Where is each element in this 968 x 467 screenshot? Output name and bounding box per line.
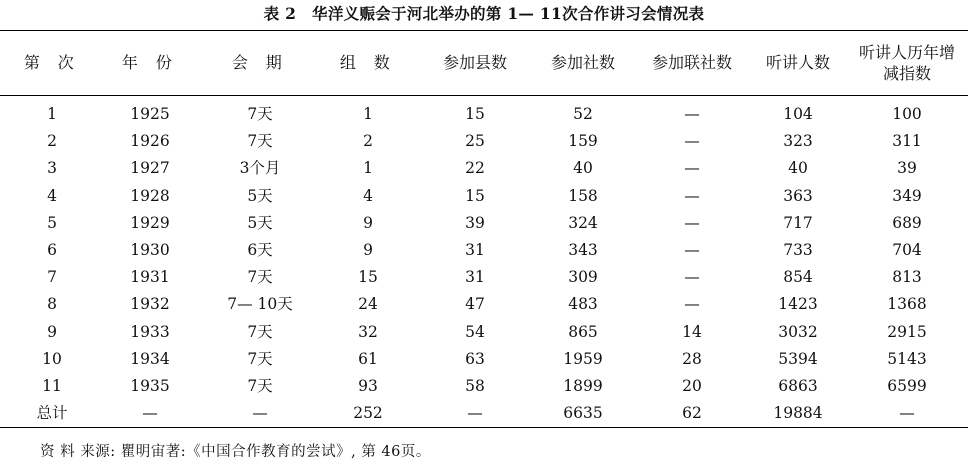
cell-duration: 7天	[247, 132, 273, 151]
cell-counties: 58	[465, 377, 485, 395]
cell-groups: 2	[363, 132, 373, 151]
cell-groups: 93	[358, 377, 378, 395]
table-row	[0, 210, 968, 237]
cell-duration: 5天	[247, 213, 273, 232]
cell-year: 1928	[130, 186, 170, 205]
cell-index: 5	[47, 213, 57, 232]
cell-groups: 1	[363, 105, 373, 123]
cell-attendees: 323	[783, 132, 813, 151]
cell-year: 1930	[130, 241, 170, 259]
header-counties: 参加县数	[442, 53, 507, 72]
cell-counties: 22	[465, 159, 485, 178]
cell-counties: 39	[465, 213, 485, 232]
cell-duration: 5天	[247, 186, 273, 205]
cell-duration: 7— 10天	[227, 295, 293, 314]
cell-year: 1927	[130, 159, 170, 178]
cell-unions: 14	[682, 322, 702, 341]
table-row	[0, 155, 968, 182]
cell-societies: 309	[568, 268, 598, 287]
cell-groups: 1	[363, 159, 373, 178]
cell-societies: 1959	[563, 349, 603, 368]
table-row	[0, 319, 968, 346]
table-row	[0, 291, 968, 318]
cell-societies: 52	[573, 105, 593, 123]
cell-counties: 63	[465, 349, 485, 368]
cell-index: 6	[47, 241, 57, 259]
cell-unions: —	[684, 186, 700, 205]
cell-counties: 15	[465, 186, 485, 205]
cell-attendee-index: 1368	[887, 295, 927, 314]
table-row	[0, 128, 968, 155]
cell-unions: —	[684, 159, 700, 178]
cell-index: 11	[42, 377, 62, 395]
cell-counties: 47	[465, 295, 485, 314]
cell-unions: —	[684, 268, 700, 287]
header-societies: 参加社数	[550, 53, 615, 72]
table-row	[0, 237, 968, 264]
header-groups: 组 数	[339, 53, 397, 72]
cell-groups: 32	[358, 322, 378, 341]
cell-counties: 15	[465, 105, 485, 123]
cell-societies: 40	[573, 159, 593, 178]
cell-groups: 61	[358, 349, 378, 368]
cell-counties: 31	[465, 241, 485, 259]
cell-attendee-index: 100	[892, 105, 922, 123]
cell-attendees: 717	[783, 213, 813, 232]
cell-attendee-index: 704	[892, 241, 922, 259]
cell-attendees: 1423	[778, 295, 818, 314]
cell-unions: 20	[682, 377, 702, 395]
table-row	[0, 101, 968, 128]
cell-year: 1932	[130, 295, 170, 314]
cell-attendees: 19884	[773, 404, 823, 423]
cell-index: 4	[47, 186, 57, 205]
header-duration: 会 期	[231, 53, 289, 72]
cell-year: 1929	[130, 213, 170, 232]
header-year: 年 份	[121, 53, 179, 72]
cell-counties: 25	[465, 132, 485, 151]
table-row	[0, 373, 968, 400]
cell-counties: 54	[465, 322, 485, 341]
source-footnote: 资 料 来源: 瞿明宙著:《中国合作教育的尝试》, 第 46页。	[40, 444, 431, 460]
cell-groups: 9	[363, 241, 373, 259]
cell-unions: —	[684, 213, 700, 232]
cell-year: 1935	[130, 377, 170, 395]
cell-attendees: 733	[783, 241, 813, 259]
cell-index: 1	[47, 105, 57, 123]
cell-index: 3	[47, 159, 57, 178]
cell-year: 1934	[130, 349, 170, 368]
cell-year: 1926	[130, 132, 170, 151]
cell-attendees: 5394	[778, 349, 818, 368]
cell-year: 1931	[130, 268, 170, 287]
header-unions: 参加联社数	[651, 53, 732, 72]
cell-counties: —	[467, 404, 483, 423]
cell-attendee-index: 311	[892, 132, 922, 151]
cell-unions: —	[684, 295, 700, 314]
table-row	[0, 264, 968, 291]
cell-year: —	[142, 404, 158, 423]
bottom-rule	[0, 427, 968, 428]
cell-societies: 6635	[563, 404, 603, 423]
cell-attendee-index: 39	[897, 159, 917, 178]
cell-attendees: 363	[783, 186, 813, 205]
cell-unions: —	[684, 241, 700, 259]
cell-unions: 28	[682, 349, 702, 368]
cell-duration: 3个月	[239, 159, 281, 178]
cell-index: 总计	[36, 404, 68, 423]
cell-duration: —	[252, 404, 268, 423]
table-row	[0, 346, 968, 373]
cell-groups: 24	[358, 295, 378, 314]
cell-duration: 7天	[247, 268, 273, 287]
header-index: 第 次	[23, 53, 81, 72]
cell-attendee-index: 349	[892, 186, 922, 205]
cell-groups: 9	[363, 213, 373, 232]
cell-index: 2	[47, 132, 57, 151]
cell-attendee-index: 813	[892, 268, 922, 287]
cell-duration: 6天	[247, 241, 273, 259]
header-attendee-index: 听讲人历年增减指数	[859, 42, 956, 83]
cell-duration: 7天	[247, 349, 273, 368]
cell-index: 7	[47, 268, 57, 287]
cell-index: 8	[47, 295, 57, 314]
cell-attendees: 854	[783, 268, 813, 287]
cell-groups: 252	[353, 404, 383, 423]
cell-attendee-index: 689	[892, 213, 922, 232]
cell-index: 10	[42, 349, 62, 368]
cell-attendee-index: 5143	[887, 349, 927, 368]
cell-societies: 324	[568, 213, 598, 232]
table-row	[0, 183, 968, 210]
cell-duration: 7天	[247, 322, 273, 341]
cell-year: 1925	[130, 105, 170, 123]
cell-attendee-index: —	[899, 404, 915, 423]
cell-societies: 158	[568, 186, 598, 205]
cell-duration: 7天	[247, 377, 273, 395]
cell-attendees: 6863	[778, 377, 818, 395]
cell-societies: 1899	[563, 377, 603, 395]
cell-attendee-index: 6599	[887, 377, 927, 395]
cell-societies: 865	[568, 322, 598, 341]
table-caption: 表 2 华洋义赈会于河北举办的第 1— 11次合作讲习会情况表	[263, 4, 705, 23]
cell-groups: 4	[363, 186, 373, 205]
header-attendees: 听讲人数	[765, 53, 830, 72]
cell-societies: 483	[568, 295, 598, 314]
cell-unions: —	[684, 132, 700, 151]
cell-unions: —	[684, 105, 700, 123]
cell-attendees: 3032	[778, 322, 818, 341]
cell-societies: 343	[568, 241, 598, 259]
cell-attendee-index: 2915	[887, 322, 927, 341]
cell-year: 1933	[130, 322, 170, 341]
cell-counties: 31	[465, 268, 485, 287]
total-row	[0, 400, 968, 427]
cell-groups: 15	[358, 268, 378, 287]
cell-societies: 159	[568, 132, 598, 151]
header-rule	[0, 95, 968, 96]
cell-unions: 62	[682, 404, 702, 423]
cell-index: 9	[47, 322, 57, 341]
cell-attendees: 104	[783, 105, 813, 123]
cell-attendees: 40	[788, 159, 808, 178]
cell-duration: 7天	[247, 105, 273, 123]
